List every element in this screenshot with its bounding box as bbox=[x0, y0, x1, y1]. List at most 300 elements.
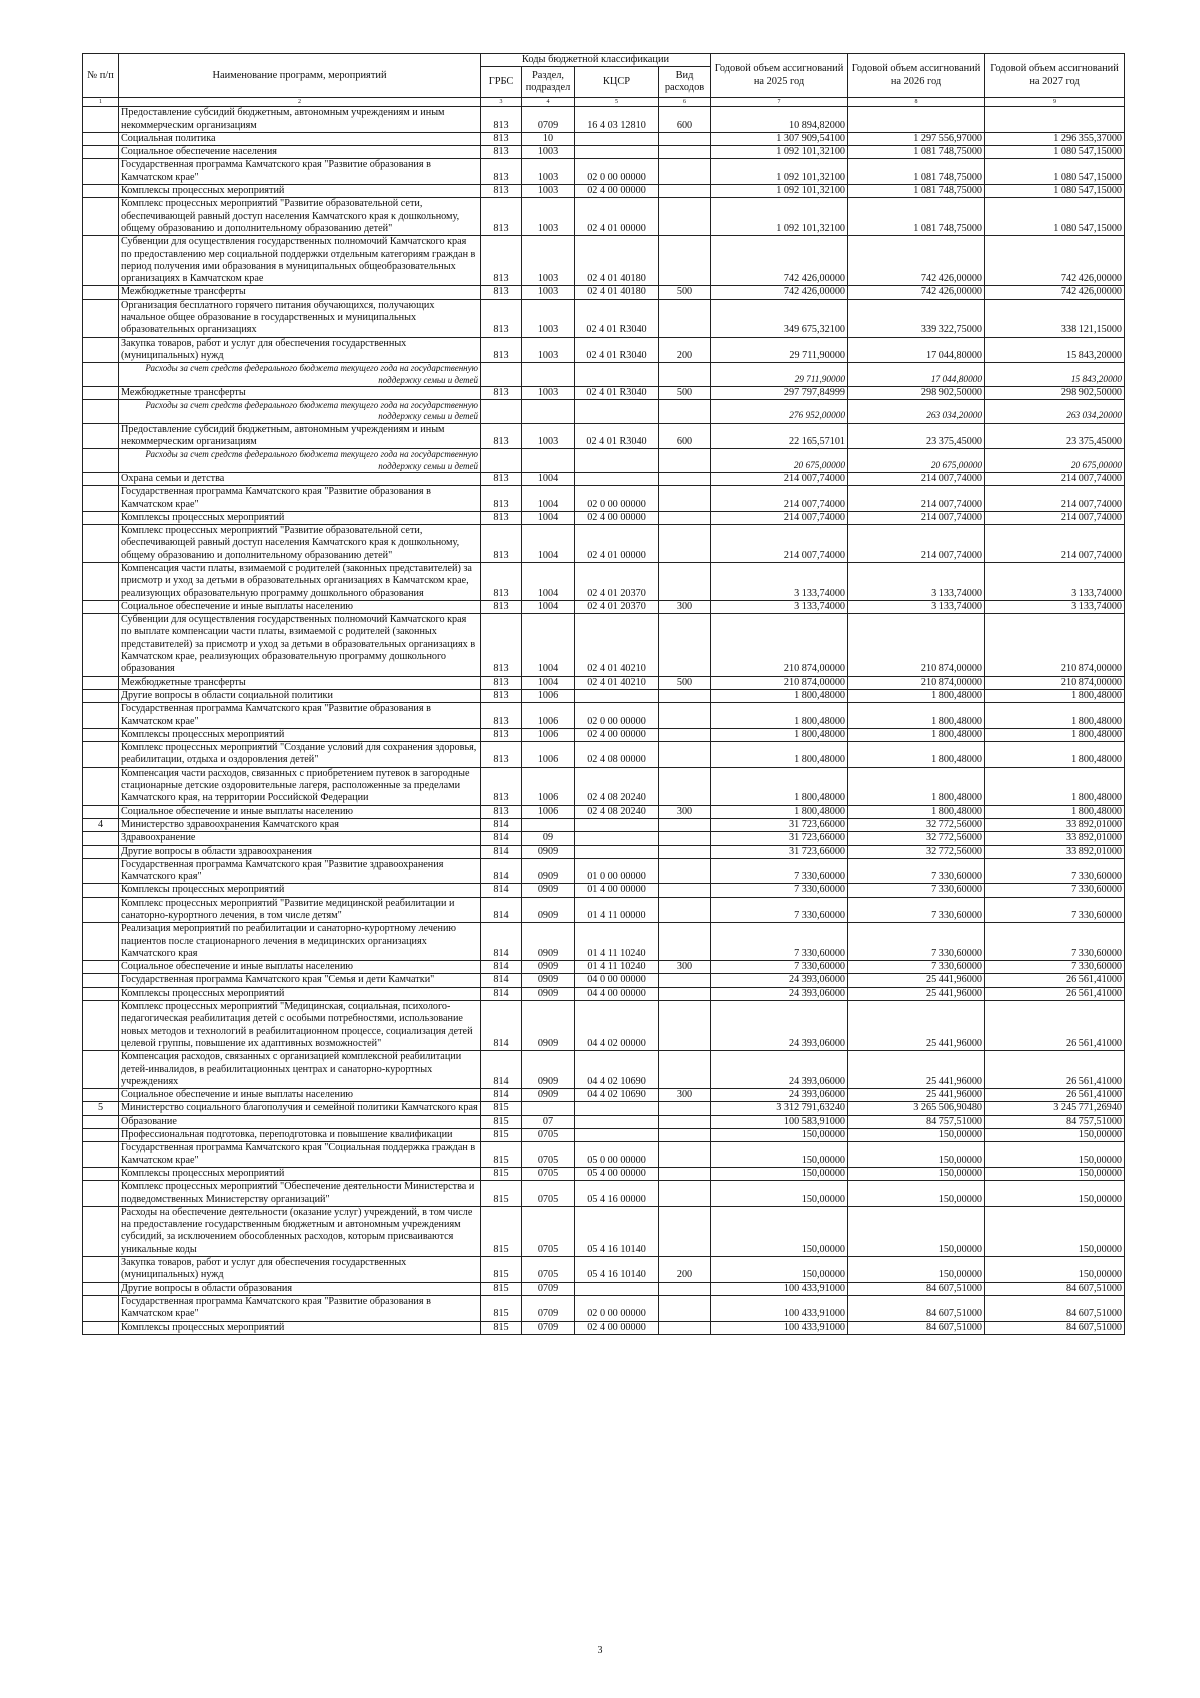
row-value-2027: 1 296 355,37000 bbox=[985, 132, 1125, 145]
row-number bbox=[83, 337, 119, 363]
row-kcsr: 02 4 01 40210 bbox=[575, 676, 659, 689]
row-grbs: 814 bbox=[481, 974, 522, 987]
row-kcsr bbox=[575, 472, 659, 485]
row-value-2027: 26 561,41000 bbox=[985, 974, 1125, 987]
col-vid-header: Вид расходов bbox=[659, 67, 711, 98]
row-kcsr: 02 4 00 00000 bbox=[575, 511, 659, 524]
col-2027-header: Годовой объем ассигнований на 2027 год bbox=[985, 54, 1125, 98]
table-row bbox=[83, 1102, 1125, 1115]
row-value-2027: 3 245 771,26940 bbox=[985, 1102, 1125, 1115]
row-number bbox=[83, 236, 119, 286]
table-row bbox=[83, 562, 1125, 600]
row-vid bbox=[659, 1102, 711, 1115]
row-vid bbox=[659, 845, 711, 858]
row-number bbox=[83, 286, 119, 299]
row-value-2026: 32 772,56000 bbox=[848, 845, 985, 858]
row-name: Комплексы процессных мероприятий bbox=[119, 185, 481, 198]
row-grbs: 814 bbox=[481, 987, 522, 1000]
row-kcsr: 16 4 03 12810 bbox=[575, 107, 659, 133]
row-grbs: 813 bbox=[481, 423, 522, 449]
row-kcsr: 02 4 01 R3040 bbox=[575, 386, 659, 399]
row-razdel: 0909 bbox=[522, 1089, 575, 1102]
row-value-2027: 298 902,50000 bbox=[985, 386, 1125, 399]
row-value-2025: 7 330,60000 bbox=[711, 923, 848, 961]
column-number: 3 bbox=[481, 98, 522, 107]
row-value-2027: 150,00000 bbox=[985, 1129, 1125, 1142]
col-2025-header: Годовой объем ассигнований на 2025 год bbox=[711, 54, 848, 98]
row-grbs: 813 bbox=[481, 614, 522, 676]
row-kcsr: 01 4 11 10240 bbox=[575, 961, 659, 974]
row-value-2026: 3 133,74000 bbox=[848, 600, 985, 613]
row-value-2027: 150,00000 bbox=[985, 1257, 1125, 1283]
row-vid bbox=[659, 703, 711, 729]
row-value-2026: 150,00000 bbox=[848, 1257, 985, 1283]
row-kcsr: 04 4 02 10690 bbox=[575, 1051, 659, 1089]
row-name: Комплекс процессных мероприятий "Развитие медицинской реабилитации и санаторно-курортного лечения, в том числе детям" bbox=[119, 897, 481, 923]
row-value-2027: 1 080 547,15000 bbox=[985, 159, 1125, 185]
table-row bbox=[83, 299, 1125, 337]
row-number bbox=[83, 987, 119, 1000]
row-name: Социальное обеспечение и иные выплаты населению bbox=[119, 600, 481, 613]
row-razdel: 1003 bbox=[522, 286, 575, 299]
row-value-2027: 338 121,15000 bbox=[985, 299, 1125, 337]
row-grbs: 813 bbox=[481, 472, 522, 485]
row-value-2027: 742 426,00000 bbox=[985, 236, 1125, 286]
row-vid bbox=[659, 974, 711, 987]
row-name: Образование bbox=[119, 1115, 481, 1128]
row-kcsr: 02 4 01 00000 bbox=[575, 525, 659, 563]
table-row bbox=[83, 1051, 1125, 1089]
row-grbs: 813 bbox=[481, 337, 522, 363]
row-grbs: 815 bbox=[481, 1295, 522, 1321]
row-name: Социальное обеспечение населения bbox=[119, 146, 481, 159]
row-value-2027: 1 080 547,15000 bbox=[985, 185, 1125, 198]
row-value-2027: 26 561,41000 bbox=[985, 987, 1125, 1000]
budget-table bbox=[82, 53, 1125, 1335]
table-row bbox=[83, 1115, 1125, 1128]
row-kcsr: 02 4 01 40210 bbox=[575, 614, 659, 676]
row-vid: 500 bbox=[659, 676, 711, 689]
row-name: Здравоохранение bbox=[119, 832, 481, 845]
row-vid bbox=[659, 1295, 711, 1321]
row-number bbox=[83, 423, 119, 449]
row-value-2026: 1 800,48000 bbox=[848, 742, 985, 768]
row-vid bbox=[659, 1129, 711, 1142]
row-razdel: 0909 bbox=[522, 845, 575, 858]
row-number bbox=[83, 1115, 119, 1128]
row-value-2025: 3 133,74000 bbox=[711, 600, 848, 613]
row-value-2025: 24 393,06000 bbox=[711, 974, 848, 987]
row-number bbox=[83, 676, 119, 689]
row-razdel: 1003 bbox=[522, 423, 575, 449]
table-row bbox=[83, 1181, 1125, 1207]
row-value-2026: 1 800,48000 bbox=[848, 689, 985, 702]
row-vid bbox=[659, 1206, 711, 1256]
row-value-2026: 3 265 506,90480 bbox=[848, 1102, 985, 1115]
row-value-2027: 23 375,45000 bbox=[985, 423, 1125, 449]
row-name: Компенсация части расходов, связанных с приобретением путевок в загородные стационарные детские оздоровительные лагеря, расположенные за пределами Камчатского края, на территории Российской Федерации bbox=[119, 767, 481, 805]
row-kcsr bbox=[575, 1129, 659, 1142]
row-number bbox=[83, 472, 119, 485]
row-razdel: 0909 bbox=[522, 974, 575, 987]
row-vid bbox=[659, 449, 711, 473]
row-razdel: 1003 bbox=[522, 146, 575, 159]
row-number bbox=[83, 400, 119, 424]
row-value-2025: 210 874,00000 bbox=[711, 676, 848, 689]
row-value-2025: 31 723,66000 bbox=[711, 818, 848, 831]
row-number bbox=[83, 159, 119, 185]
row-value-2027: 3 133,74000 bbox=[985, 600, 1125, 613]
col-grbs-header: ГРБС bbox=[481, 67, 522, 98]
row-grbs: 813 bbox=[481, 676, 522, 689]
row-value-2027: 84 607,51000 bbox=[985, 1282, 1125, 1295]
row-vid bbox=[659, 728, 711, 741]
row-name: Социальное обеспечение и иные выплаты населению bbox=[119, 805, 481, 818]
row-value-2027: 33 892,01000 bbox=[985, 832, 1125, 845]
table-row bbox=[83, 159, 1125, 185]
row-kcsr: 05 0 00 00000 bbox=[575, 1142, 659, 1168]
row-value-2027: 84 607,51000 bbox=[985, 1295, 1125, 1321]
row-vid bbox=[659, 198, 711, 236]
row-value-2025: 3 133,74000 bbox=[711, 562, 848, 600]
row-number bbox=[83, 703, 119, 729]
row-razdel bbox=[522, 400, 575, 424]
row-vid bbox=[659, 1167, 711, 1180]
row-number bbox=[83, 805, 119, 818]
row-value-2026: 7 330,60000 bbox=[848, 884, 985, 897]
row-value-2026: 210 874,00000 bbox=[848, 614, 985, 676]
row-value-2026: 7 330,60000 bbox=[848, 897, 985, 923]
table-row bbox=[83, 1001, 1125, 1051]
row-vid bbox=[659, 818, 711, 831]
row-number: 5 bbox=[83, 1102, 119, 1115]
row-grbs: 814 bbox=[481, 961, 522, 974]
row-value-2026: 84 607,51000 bbox=[848, 1282, 985, 1295]
row-vid bbox=[659, 1001, 711, 1051]
row-name: Социальное обеспечение и иные выплаты населению bbox=[119, 1089, 481, 1102]
row-name: Комплексы процессных мероприятий bbox=[119, 884, 481, 897]
row-value-2027: 33 892,01000 bbox=[985, 845, 1125, 858]
row-kcsr: 01 0 00 00000 bbox=[575, 858, 659, 884]
row-value-2027 bbox=[985, 107, 1125, 133]
row-number bbox=[83, 107, 119, 133]
row-number: 4 bbox=[83, 818, 119, 831]
column-number: 8 bbox=[848, 98, 985, 107]
row-value-2026: 1 081 748,75000 bbox=[848, 185, 985, 198]
row-name: Комплексы процессных мероприятий bbox=[119, 987, 481, 1000]
row-name: Государственная программа Камчатского края "Развитие образования в Камчатском крае" bbox=[119, 703, 481, 729]
row-kcsr bbox=[575, 1115, 659, 1128]
row-value-2026: 742 426,00000 bbox=[848, 286, 985, 299]
row-number bbox=[83, 525, 119, 563]
row-value-2025: 1 092 101,32100 bbox=[711, 159, 848, 185]
row-kcsr: 02 0 00 00000 bbox=[575, 159, 659, 185]
row-kcsr bbox=[575, 449, 659, 473]
row-value-2027: 26 561,41000 bbox=[985, 1051, 1125, 1089]
row-value-2026: 20 675,00000 bbox=[848, 449, 985, 473]
row-value-2025: 1 092 101,32100 bbox=[711, 185, 848, 198]
row-value-2025: 7 330,60000 bbox=[711, 858, 848, 884]
row-value-2026: 150,00000 bbox=[848, 1129, 985, 1142]
row-value-2027: 210 874,00000 bbox=[985, 676, 1125, 689]
row-grbs: 813 bbox=[481, 742, 522, 768]
row-value-2025: 1 800,48000 bbox=[711, 689, 848, 702]
row-vid bbox=[659, 472, 711, 485]
row-vid bbox=[659, 400, 711, 424]
row-number bbox=[83, 132, 119, 145]
page-number: 3 bbox=[597, 1645, 603, 1656]
row-number bbox=[83, 511, 119, 524]
row-grbs bbox=[481, 449, 522, 473]
row-grbs: 813 bbox=[481, 767, 522, 805]
row-razdel: 0909 bbox=[522, 1001, 575, 1051]
row-kcsr: 02 4 01 R3040 bbox=[575, 423, 659, 449]
row-grbs: 814 bbox=[481, 897, 522, 923]
row-vid bbox=[659, 742, 711, 768]
row-value-2026: 23 375,45000 bbox=[848, 423, 985, 449]
budget-sheet bbox=[82, 53, 1124, 1335]
row-value-2026: 25 441,96000 bbox=[848, 987, 985, 1000]
row-grbs: 815 bbox=[481, 1206, 522, 1256]
row-name: Охрана семьи и детства bbox=[119, 472, 481, 485]
col-num-header: № п/п bbox=[83, 54, 119, 98]
codes-group-header: Коды бюджетной классификации bbox=[481, 54, 711, 67]
row-razdel bbox=[522, 363, 575, 387]
column-number: 1 bbox=[83, 98, 119, 107]
row-number bbox=[83, 600, 119, 613]
row-value-2025: 1 092 101,32100 bbox=[711, 146, 848, 159]
row-kcsr: 01 4 00 00000 bbox=[575, 884, 659, 897]
row-value-2025: 1 800,48000 bbox=[711, 805, 848, 818]
row-razdel bbox=[522, 449, 575, 473]
row-grbs: 814 bbox=[481, 1001, 522, 1051]
row-razdel: 1004 bbox=[522, 511, 575, 524]
row-value-2025: 100 433,91000 bbox=[711, 1282, 848, 1295]
row-value-2026: 298 902,50000 bbox=[848, 386, 985, 399]
row-kcsr bbox=[575, 400, 659, 424]
table-row bbox=[83, 423, 1125, 449]
row-kcsr bbox=[575, 1282, 659, 1295]
table-row bbox=[83, 676, 1125, 689]
row-name: Закупка товаров, работ и услуг для обеспечения государственных (муниципальных) нужд bbox=[119, 337, 481, 363]
table-row bbox=[83, 236, 1125, 286]
row-grbs: 813 bbox=[481, 159, 522, 185]
row-value-2027: 33 892,01000 bbox=[985, 818, 1125, 831]
row-grbs: 814 bbox=[481, 1089, 522, 1102]
row-value-2026: 1 297 556,97000 bbox=[848, 132, 985, 145]
row-vid bbox=[659, 562, 711, 600]
row-razdel bbox=[522, 818, 575, 831]
row-name: Комплексы процессных мероприятий bbox=[119, 1321, 481, 1334]
row-value-2027: 1 800,48000 bbox=[985, 728, 1125, 741]
row-name: Межбюджетные трансферты bbox=[119, 386, 481, 399]
row-razdel: 1004 bbox=[522, 600, 575, 613]
column-number-row bbox=[83, 98, 1125, 107]
row-name: Комплексы процессных мероприятий bbox=[119, 1167, 481, 1180]
row-grbs: 814 bbox=[481, 1051, 522, 1089]
row-name: Комплекс процессных мероприятий "Развитие образовательной сети, обеспечивающей равный доступ населения Камчатского края к дошкольному, общему образованию и дополнительному образованию детей" bbox=[119, 198, 481, 236]
row-name: Другие вопросы в области образования bbox=[119, 1282, 481, 1295]
row-kcsr: 02 4 01 40180 bbox=[575, 286, 659, 299]
row-name: Государственная программа Камчатского края "Развитие образования в Камчатском крае" bbox=[119, 159, 481, 185]
row-vid bbox=[659, 185, 711, 198]
row-grbs: 813 bbox=[481, 236, 522, 286]
row-vid: 600 bbox=[659, 423, 711, 449]
row-kcsr: 02 4 08 20240 bbox=[575, 767, 659, 805]
federal-share-row bbox=[83, 400, 1125, 424]
row-grbs: 813 bbox=[481, 728, 522, 741]
row-value-2027: 7 330,60000 bbox=[985, 961, 1125, 974]
row-value-2025: 742 426,00000 bbox=[711, 236, 848, 286]
row-razdel: 1004 bbox=[522, 676, 575, 689]
row-value-2026: 1 081 748,75000 bbox=[848, 198, 985, 236]
row-vid bbox=[659, 1115, 711, 1128]
row-kcsr: 02 4 08 20240 bbox=[575, 805, 659, 818]
row-vid: 500 bbox=[659, 286, 711, 299]
row-grbs: 813 bbox=[481, 486, 522, 512]
row-vid bbox=[659, 1321, 711, 1334]
row-value-2025: 29 711,90000 bbox=[711, 337, 848, 363]
row-kcsr: 02 4 08 00000 bbox=[575, 742, 659, 768]
row-name: Государственная программа Камчатского края "Социальная поддержка граждан в Камчатском крае" bbox=[119, 1142, 481, 1168]
row-value-2025: 1 800,48000 bbox=[711, 703, 848, 729]
row-name: Профессиональная подготовка, переподготовка и повышение квалификации bbox=[119, 1129, 481, 1142]
row-number bbox=[83, 858, 119, 884]
row-razdel: 0909 bbox=[522, 987, 575, 1000]
row-grbs: 814 bbox=[481, 923, 522, 961]
row-number bbox=[83, 845, 119, 858]
row-razdel: 1003 bbox=[522, 337, 575, 363]
row-value-2025: 276 952,00000 bbox=[711, 400, 848, 424]
row-vid: 300 bbox=[659, 805, 711, 818]
row-value-2027: 7 330,60000 bbox=[985, 884, 1125, 897]
row-vid bbox=[659, 614, 711, 676]
table-body bbox=[83, 107, 1125, 1335]
row-number bbox=[83, 486, 119, 512]
column-number: 7 bbox=[711, 98, 848, 107]
row-number bbox=[83, 1282, 119, 1295]
row-vid bbox=[659, 1142, 711, 1168]
row-razdel: 0709 bbox=[522, 1321, 575, 1334]
row-name: Комплекс процессных мероприятий "Создание условий для сохранения здоровья, реабилитации, отдыха и оздоровления детей" bbox=[119, 742, 481, 768]
row-name: Другие вопросы в области социальной политики bbox=[119, 689, 481, 702]
row-kcsr: 05 4 16 10140 bbox=[575, 1206, 659, 1256]
table-row bbox=[83, 1206, 1125, 1256]
row-vid bbox=[659, 1181, 711, 1207]
table-row bbox=[83, 832, 1125, 845]
row-razdel: 0709 bbox=[522, 107, 575, 133]
table-row bbox=[83, 897, 1125, 923]
row-grbs: 815 bbox=[481, 1142, 522, 1168]
row-vid: 600 bbox=[659, 107, 711, 133]
row-razdel: 0705 bbox=[522, 1257, 575, 1283]
row-kcsr bbox=[575, 818, 659, 831]
row-value-2027: 3 133,74000 bbox=[985, 562, 1125, 600]
row-kcsr: 04 4 02 10690 bbox=[575, 1089, 659, 1102]
row-vid: 300 bbox=[659, 1089, 711, 1102]
row-razdel: 1006 bbox=[522, 689, 575, 702]
row-value-2026: 84 757,51000 bbox=[848, 1115, 985, 1128]
row-number bbox=[83, 961, 119, 974]
row-razdel: 1003 bbox=[522, 299, 575, 337]
row-value-2027: 7 330,60000 bbox=[985, 923, 1125, 961]
row-value-2026: 32 772,56000 bbox=[848, 818, 985, 831]
row-name: Расходы на обеспечение деятельности (оказание услуг) учреждений, в том числе на предоставление государственным бюджетным и автономным учреждениям субсидий, за исключением обособленных расходов, которым присваиваются уникальные коды bbox=[119, 1206, 481, 1256]
row-vid bbox=[659, 897, 711, 923]
table-row bbox=[83, 472, 1125, 485]
row-grbs bbox=[481, 363, 522, 387]
row-number bbox=[83, 728, 119, 741]
table-row bbox=[83, 728, 1125, 741]
row-kcsr bbox=[575, 832, 659, 845]
row-name: Межбюджетные трансферты bbox=[119, 676, 481, 689]
row-vid bbox=[659, 1051, 711, 1089]
row-name: Расходы за счет средств федерального бюджета текущего года на государственную поддержку семьи и детей bbox=[119, 400, 481, 424]
row-grbs: 814 bbox=[481, 845, 522, 858]
row-value-2027: 263 034,20000 bbox=[985, 400, 1125, 424]
row-value-2027: 150,00000 bbox=[985, 1181, 1125, 1207]
row-grbs: 813 bbox=[481, 525, 522, 563]
row-grbs: 813 bbox=[481, 562, 522, 600]
row-value-2026: 263 034,20000 bbox=[848, 400, 985, 424]
row-value-2025: 742 426,00000 bbox=[711, 286, 848, 299]
row-kcsr: 04 0 00 00000 bbox=[575, 974, 659, 987]
row-grbs: 813 bbox=[481, 386, 522, 399]
row-value-2025: 31 723,66000 bbox=[711, 845, 848, 858]
row-razdel: 0709 bbox=[522, 1295, 575, 1321]
row-value-2025: 1 800,48000 bbox=[711, 728, 848, 741]
row-value-2027: 15 843,20000 bbox=[985, 363, 1125, 387]
federal-share-row bbox=[83, 449, 1125, 473]
row-vid: 200 bbox=[659, 337, 711, 363]
row-value-2026: 1 081 748,75000 bbox=[848, 159, 985, 185]
row-value-2027: 214 007,74000 bbox=[985, 511, 1125, 524]
row-razdel: 0909 bbox=[522, 1051, 575, 1089]
table-row bbox=[83, 511, 1125, 524]
row-razdel: 0705 bbox=[522, 1206, 575, 1256]
row-grbs: 813 bbox=[481, 511, 522, 524]
row-name: Реализация мероприятий по реабилитации и санаторно-курортному лечению пациентов после стационарного лечения в медицинских организациях Камчатского края bbox=[119, 923, 481, 961]
row-value-2026: 339 322,75000 bbox=[848, 299, 985, 337]
row-value-2025: 150,00000 bbox=[711, 1129, 848, 1142]
row-kcsr: 04 4 00 00000 bbox=[575, 987, 659, 1000]
row-name: Субвенции для осуществления государственных полномочий Камчатского края по выплате компенсации части платы, взимаемой с родителей (законных представителей) за присмотр и уход за детьми в образовательных организациях в Камчатском крае, реализующих образовательную программу дошкольного образования bbox=[119, 614, 481, 676]
row-number bbox=[83, 1321, 119, 1334]
row-value-2026: 25 441,96000 bbox=[848, 1051, 985, 1089]
row-grbs: 815 bbox=[481, 1257, 522, 1283]
row-value-2026: 25 441,96000 bbox=[848, 1089, 985, 1102]
row-value-2025: 24 393,06000 bbox=[711, 1051, 848, 1089]
row-kcsr: 02 4 01 00000 bbox=[575, 198, 659, 236]
row-razdel: 1003 bbox=[522, 386, 575, 399]
row-kcsr bbox=[575, 689, 659, 702]
row-vid bbox=[659, 511, 711, 524]
row-value-2027: 1 080 547,15000 bbox=[985, 198, 1125, 236]
row-value-2026: 1 081 748,75000 bbox=[848, 146, 985, 159]
row-vid bbox=[659, 689, 711, 702]
row-number bbox=[83, 562, 119, 600]
row-name: Государственная программа Камчатского края "Развитие образования в Камчатском крае" bbox=[119, 1295, 481, 1321]
row-number bbox=[83, 386, 119, 399]
row-value-2025: 150,00000 bbox=[711, 1257, 848, 1283]
row-value-2026: 742 426,00000 bbox=[848, 236, 985, 286]
row-value-2026: 32 772,56000 bbox=[848, 832, 985, 845]
col-2026-header: Годовой объем ассигнований на 2026 год bbox=[848, 54, 985, 98]
column-number: 2 bbox=[119, 98, 481, 107]
table-row bbox=[83, 1321, 1125, 1334]
table-row bbox=[83, 1129, 1125, 1142]
row-value-2025: 24 393,06000 bbox=[711, 1001, 848, 1051]
